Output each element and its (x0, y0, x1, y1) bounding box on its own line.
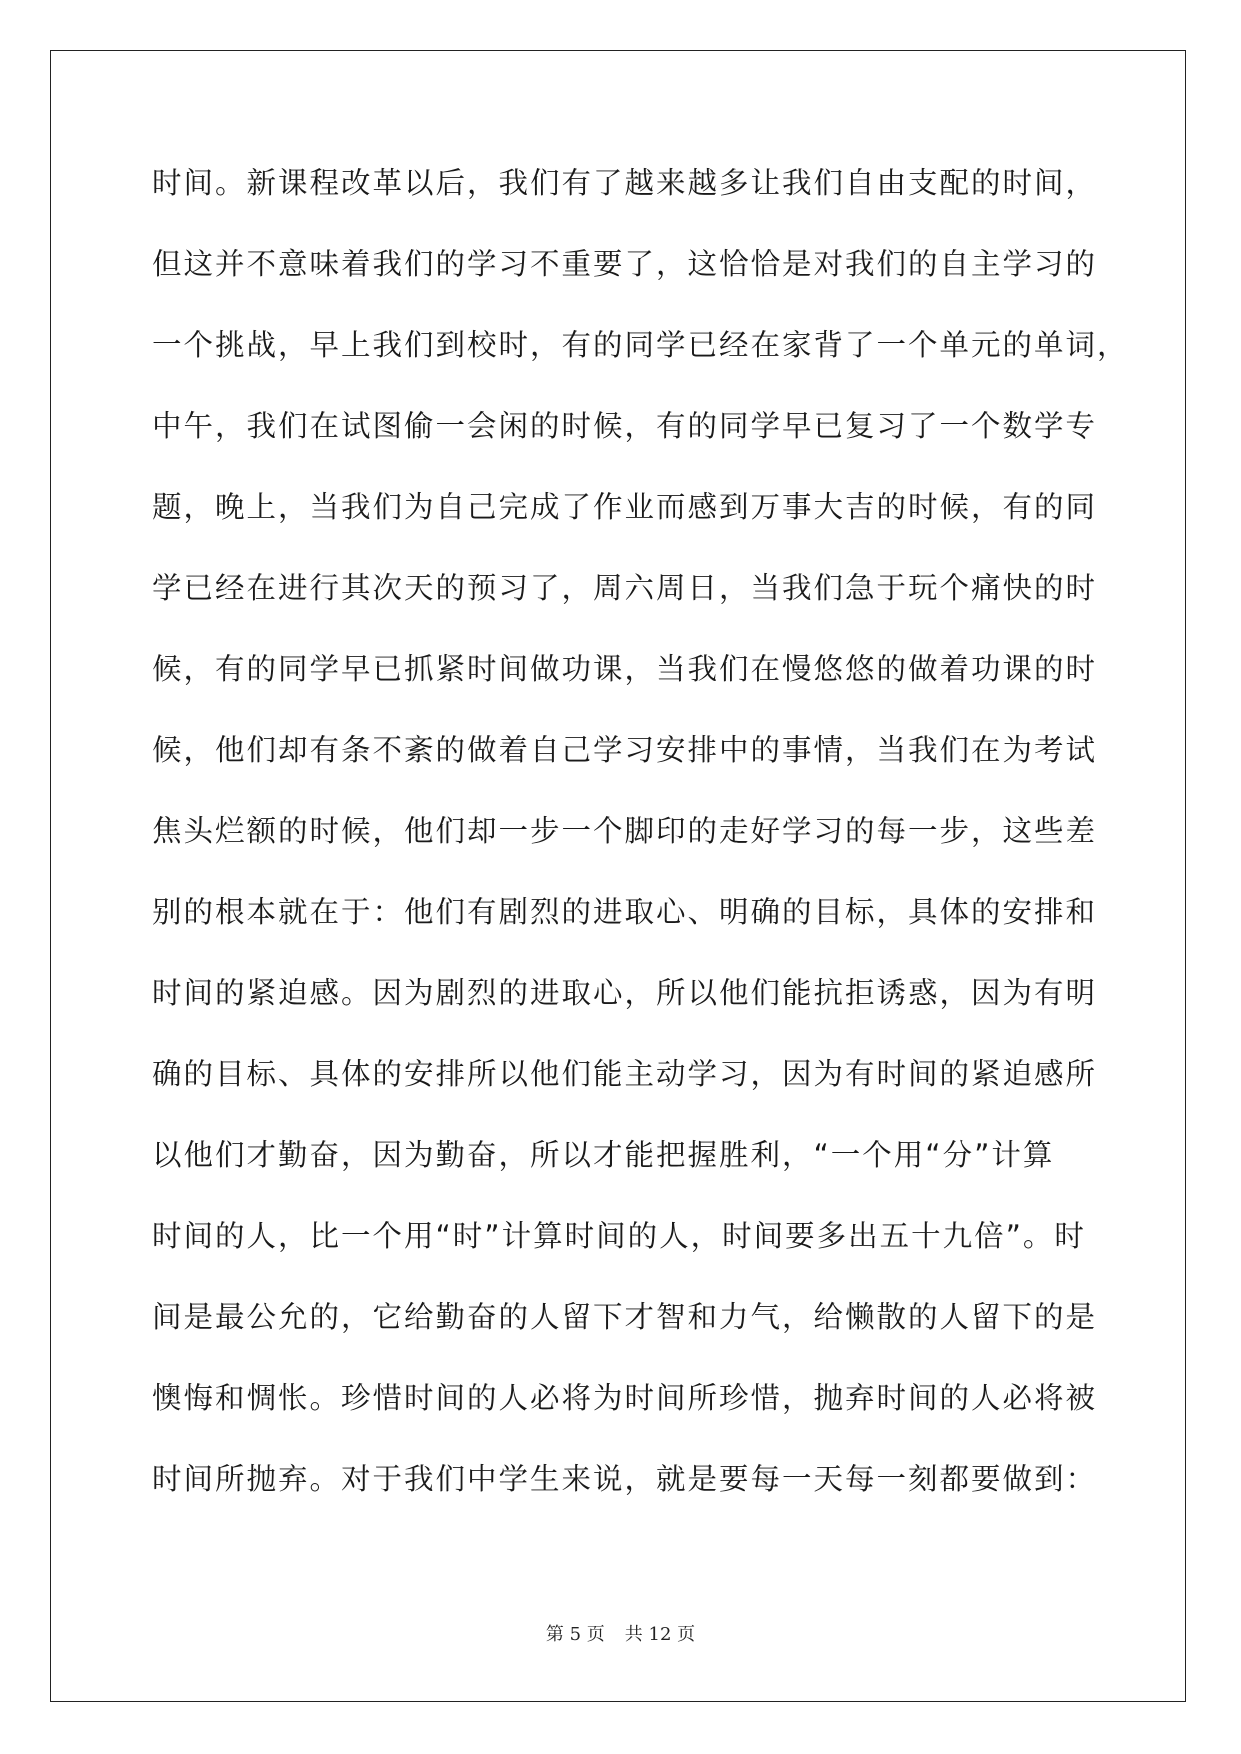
text-line: 但这并不意味着我们的学习不重要了，这恰恰是对我们的自主学习的 (152, 247, 1098, 281)
text-line: 候，有的同学早已抓紧时间做功课，当我们在慢悠悠的做着功课的时 (152, 652, 1098, 686)
text-line: 候，他们却有条不紊的做着自己学习安排中的事情，当我们在为考试 (152, 733, 1098, 767)
text-line: 时间的人，比一个用“时”计算时间的人，时间要多出五十九倍”。时 (152, 1219, 1086, 1253)
text-line: 别的根本就在于：他们有剧烈的进取心、明确的目标，具体的安排和 (152, 895, 1098, 929)
text-line: 题，晚上，当我们为自己完成了作业而感到万事大吉的时候，有的同 (152, 490, 1098, 524)
page-number: 第 5 页 (545, 1624, 605, 1645)
text-line: 间是最公允的，它给勤奋的人留下才智和力气，给懒散的人留下的是 (152, 1300, 1098, 1334)
body-text (152, 163, 1129, 1540)
text-line: 学已经在进行其次天的预习了，周六周日，当我们急于玩个痛快的时 (152, 571, 1098, 605)
text-line: 以他们才勤奋，因为勤奋，所以才能把握胜利，“一个用“分”计算 (152, 1138, 1055, 1172)
text-line: 时间的紧迫感。因为剧烈的进取心，所以他们能抗拒诱惑，因为有明 (152, 976, 1098, 1010)
text-line: 确的目标、具体的安排所以他们能主动学习，因为有时间的紧迫感所 (152, 1057, 1098, 1091)
text-line: 时间所抛弃。对于我们中学生来说，就是要每一天每一刻都要做到： (152, 1462, 1098, 1496)
text-line: 时间。新课程改革以后，我们有了越来越多让我们自由支配的时间， (152, 166, 1098, 200)
text-line: 懊悔和惆怅。珍惜时间的人必将为时间所珍惜，抛弃时间的人必将被 (152, 1381, 1098, 1415)
page-total: 共 12 页 (624, 1624, 696, 1645)
text-line: 一个挑战，早上我们到校时，有的同学已经在家背了一个单元的单词， (152, 328, 1129, 362)
page-footer (0, 1620, 1241, 1646)
text-line: 中午，我们在试图偷一会闲的时候，有的同学早已复习了一个数学专 (152, 409, 1098, 443)
text-line: 焦头烂额的时候，他们却一步一个脚印的走好学习的每一步，这些差 (152, 814, 1098, 848)
